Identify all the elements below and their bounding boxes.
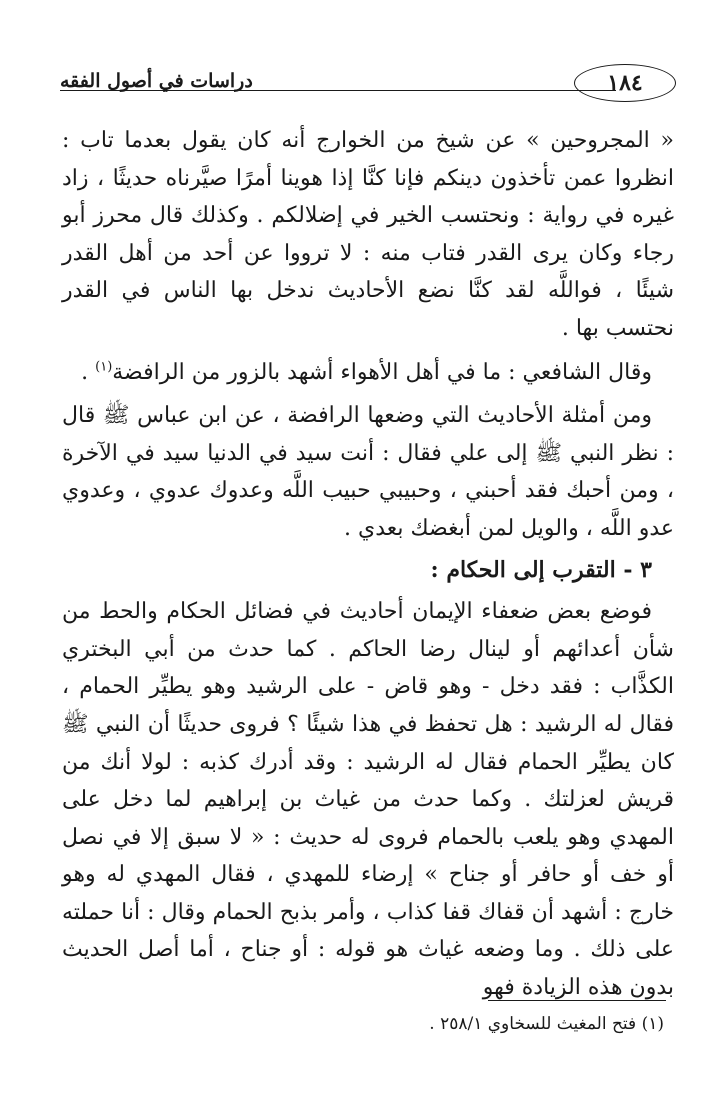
paragraph-2-text: وقال الشافعي : ما في أهل الأهواء أشهد بالزور من الرافضة bbox=[112, 359, 652, 385]
running-title: دراسات في أصول الفقه bbox=[60, 70, 253, 92]
footnote: (١) فتح المغيث للسخاوي ٢٥٨/١ . bbox=[429, 1014, 664, 1034]
paragraph-1: « المجروحين » عن شيخ من الخوارج أنه كان يقول بعدما تاب : انظروا عمن تأخذون دينكم فإنا كنَّا إذا هوينا أمرًا صيَّرناه حديثًا ، زاد غيره في رواية : ونحتسب الخير في إضلالكم . وكذلك قال محرز أبو رجاء وكان يرى القدر فتاب منه : لا ترووا عن أحد من أهل القدر شيئًا ، فواللَّه لقد كنَّا نضع الأحاديث ندخل بها الناس في القدر نحتسب بها . bbox=[62, 128, 674, 341]
page-header bbox=[60, 60, 676, 106]
footnote-rule bbox=[488, 1000, 666, 1001]
paragraph-2-end: . bbox=[81, 359, 96, 385]
paragraph-2 bbox=[62, 354, 674, 392]
paragraph-4: فوضع بعض ضعفاء الإيمان أحاديث في فضائل الحكام والحط من شأن أعدائهم أو لينال رضا الحاكم . كما حدث من أبي البختري الكذَّاب : فقد دخل - وهو قاض - على الرشيد وهو يطيِّر الحمام ، فقال له الرشيد : هل تحفظ في هذا شيئًا ؟ فروى حديثًا أن النبي ﷺ كان يطيِّر الحمام فقال له الرشيد : وقد أدرك كذبه : لولا أنك من قريش لعزلتك . وكما حدث من غياث بن إبراهيم لما دخل على المهدي وهو يلعب بالحمام فروى له حديث : « لا سبق إلا في نصل أو خف أو حافر أو جناح » إرضاء للمهدي ، فقال المهدي له وهو خارج : أشهد أن قفاك قفا كذاب ، وأمر بذبح الحمام وقال : أنا حملته على ذلك . وما وضعه غياث هو قوله : أو جناح ، أما أصل الحديث بدون هذه الزيادة فهو bbox=[62, 599, 674, 1001]
main-text bbox=[62, 122, 674, 1007]
paragraph-3: ومن أمثلة الأحاديث التي وضعها الرافضة ، عن ابن عباس ﷺ قال : نظر النبي ﷺ إلى علي فقال : أنت سيد في الدنيا سيد في الآخرة ، ومن أحبك فقد أحبني ، وحبيبي حبيب اللَّه وعدوك عدوي ، وعدوي عدو اللَّه ، والويل لمن أبغضك بعدي . bbox=[62, 403, 674, 541]
page-number: ١٨٤ bbox=[574, 64, 676, 102]
footnote-ref[interactable]: (١) bbox=[95, 359, 113, 375]
section-heading: ٣ - التقرب إلى الحكام : bbox=[430, 556, 652, 583]
